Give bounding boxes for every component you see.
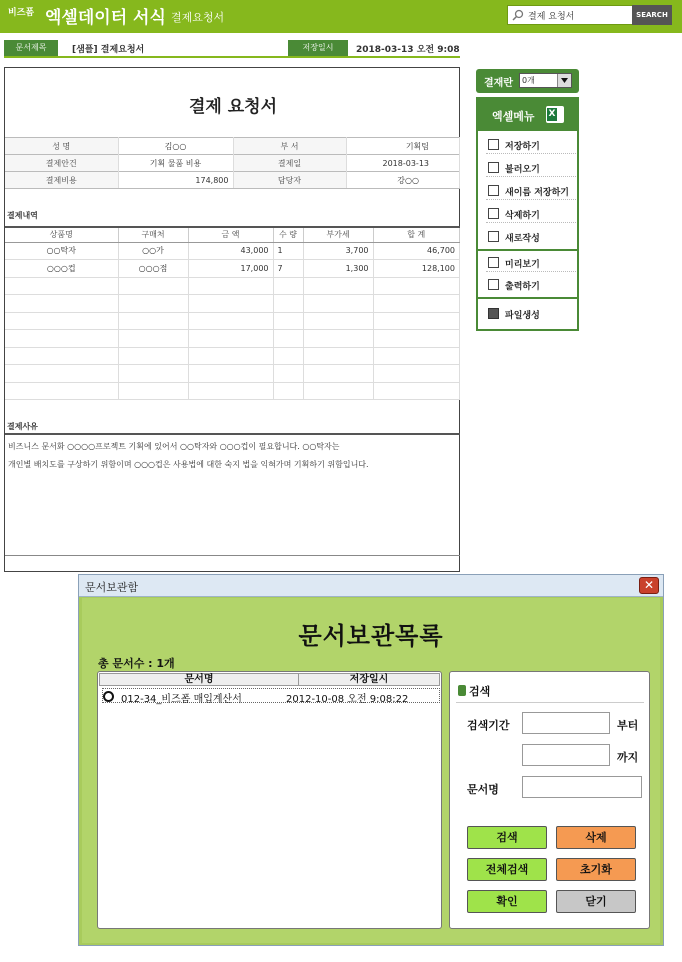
cost-label: 결제비용	[5, 172, 118, 189]
folder-icon	[488, 308, 499, 319]
subject-value[interactable]: 기획 물품 비용	[118, 155, 233, 172]
column-header: 합 계	[373, 227, 460, 242]
doc-title-value: [샘플] 결제요청서	[72, 45, 145, 55]
table-row	[5, 295, 460, 313]
column-header: 부가세	[303, 227, 373, 242]
reset-button[interactable]: 초기화	[556, 858, 636, 881]
column-header: 수 량	[273, 227, 303, 242]
excel-menu	[476, 97, 579, 331]
doc-name-label: 문서명	[467, 783, 499, 796]
approval-label: 결재란	[484, 78, 513, 89]
table-row	[5, 277, 460, 295]
approval-selector	[476, 69, 579, 93]
reason-line: 비즈니스 문서화 ○○○○프로젝트 기획에 있어서 ○○탁자와 ○○○컵이 필요합니다. ○○탁자는	[8, 442, 340, 451]
document-date: 2012-10-08 오전 9:08:22	[286, 694, 409, 705]
menu-item-delete[interactable]: 삭제하기	[486, 205, 576, 223]
column-header-date[interactable]: 저장일시	[298, 673, 440, 686]
divider	[5, 555, 460, 556]
search-all-button[interactable]: 전체검색	[467, 858, 547, 881]
name-label: 성 명	[5, 138, 118, 155]
divider	[478, 249, 577, 251]
saved-date-tag: 저장일시	[288, 40, 348, 56]
dialog-titlebar[interactable]	[79, 575, 663, 597]
preview-icon	[488, 257, 499, 268]
search-button[interactable]: SEARCH	[632, 5, 672, 25]
table-cell[interactable]: 1,300	[303, 260, 373, 278]
name-value[interactable]: 김○○	[118, 138, 233, 155]
period-label: 검색기간	[467, 719, 510, 732]
new-document-icon	[488, 231, 499, 242]
table-cell[interactable]: ○○○점	[118, 260, 188, 278]
list-item[interactable]	[102, 688, 440, 703]
table-row	[5, 242, 460, 260]
save-as-icon	[488, 185, 499, 196]
divider	[456, 702, 644, 703]
divider	[478, 297, 577, 299]
menu-item-preview[interactable]: 미리보기	[486, 254, 576, 272]
menu-item-open[interactable]: 불러오기	[486, 159, 576, 177]
reason-line: 개인별 배치도를 구상하기 위함이며 ○○○컵은 사용법에 대한 숙지 법을 익혀가며 기획하기 위함입니다.	[8, 460, 369, 469]
open-icon	[488, 162, 499, 173]
form-title: 결제 요청서	[188, 97, 278, 117]
items-section-title: 결제내역	[7, 211, 38, 220]
table-cell[interactable]: ○○가	[118, 242, 188, 260]
dialog-heading: 문서보관목록	[298, 622, 444, 650]
menu-item-create-file[interactable]: 파일생성	[486, 305, 576, 323]
document-info-bar	[4, 40, 460, 58]
column-header-name[interactable]: 문서명	[99, 673, 299, 686]
radio-button[interactable]	[103, 691, 114, 702]
excel-icon: X	[546, 106, 564, 123]
print-icon	[488, 279, 499, 290]
brand-logo[interactable]: 비즈폼	[8, 8, 35, 18]
date-label: 결제일	[233, 155, 346, 172]
menu-item-new[interactable]: 새로작성	[486, 228, 576, 246]
delete-button[interactable]: 삭제	[556, 826, 636, 849]
table-row	[5, 312, 460, 330]
search-panel-title: 검색	[458, 683, 490, 699]
items-table	[5, 226, 460, 400]
excel-menu-header	[478, 99, 577, 131]
document-storage-dialog	[78, 574, 664, 946]
to-label: 까지	[617, 751, 639, 764]
search-box	[507, 5, 633, 25]
search-button[interactable]: 검색	[467, 826, 547, 849]
table-cell[interactable]: 46,700	[373, 242, 460, 260]
approval-count-value: 0개	[522, 76, 535, 85]
manager-label: 담당자	[233, 172, 346, 189]
approval-count-select[interactable]	[519, 73, 572, 88]
table-cell[interactable]: 1	[273, 242, 303, 260]
trash-icon	[488, 208, 499, 219]
top-header	[0, 0, 682, 33]
doc-name-input[interactable]	[522, 776, 642, 798]
table-cell[interactable]: 3,700	[303, 242, 373, 260]
from-label: 부터	[617, 719, 639, 732]
cost-value[interactable]: 174,800	[118, 172, 233, 189]
close-icon[interactable]: ✕	[639, 577, 659, 594]
payment-request-form	[4, 67, 460, 572]
menu-item-save-as[interactable]: 새이름 저장하기	[486, 182, 576, 200]
document-count: 총 문서수 : 1개	[98, 657, 175, 670]
document-list	[97, 671, 442, 929]
table-row	[5, 365, 460, 383]
excel-menu-title: 엑셀메뉴	[492, 110, 535, 123]
site-title[interactable]: 엑셀데이터 서식	[45, 8, 166, 28]
table-cell[interactable]: ○○탁자	[5, 242, 118, 260]
divider	[5, 433, 460, 435]
search-icon	[512, 9, 524, 21]
reason-text[interactable]	[8, 438, 458, 474]
column-header: 금 액	[188, 227, 273, 242]
table-cell[interactable]: 7	[273, 260, 303, 278]
period-from-input[interactable]	[522, 712, 610, 734]
dialog-title: 문서보관함	[85, 581, 139, 594]
subject-label: 결제안건	[5, 155, 118, 172]
close-button[interactable]: 닫기	[556, 890, 636, 913]
table-row	[5, 260, 460, 278]
ok-button[interactable]: 확인	[467, 890, 547, 913]
dialog-body	[82, 598, 660, 943]
dept-label: 부 서	[233, 138, 346, 155]
table-row	[5, 382, 460, 400]
column-header: 상품명	[5, 227, 118, 242]
save-icon	[488, 139, 499, 150]
page-subtitle: 결제요청서	[171, 11, 225, 24]
document-name: 012-34_비즈폼 매입계산서	[121, 694, 242, 705]
form-meta-table	[5, 137, 460, 189]
reason-section-title: 결제사유	[7, 422, 38, 431]
search-panel	[449, 671, 650, 929]
dept-value[interactable]: 기획팀	[346, 138, 460, 155]
table-cell[interactable]: 17,000	[188, 260, 273, 278]
table-cell[interactable]: 128,100	[373, 260, 460, 278]
table-cell[interactable]: ○○○컵	[5, 260, 118, 278]
manager-value[interactable]: 강○○	[346, 172, 460, 189]
doc-title-tag: 문서제목	[4, 40, 58, 56]
menu-item-print[interactable]: 출력하기	[486, 276, 576, 294]
date-value[interactable]: 2018-03-13	[346, 155, 460, 172]
period-to-input[interactable]	[522, 744, 610, 766]
search-input[interactable]	[528, 8, 630, 22]
saved-date-value: 2018-03-13 오전 9:08	[356, 45, 460, 55]
table-cell[interactable]: 43,000	[188, 242, 273, 260]
table-row	[5, 347, 460, 365]
table-row	[5, 330, 460, 348]
chevron-down-icon[interactable]	[557, 74, 571, 87]
search-panel-icon	[458, 685, 466, 696]
column-header: 구매처	[118, 227, 188, 242]
menu-item-save[interactable]: 저장하기	[486, 136, 576, 154]
